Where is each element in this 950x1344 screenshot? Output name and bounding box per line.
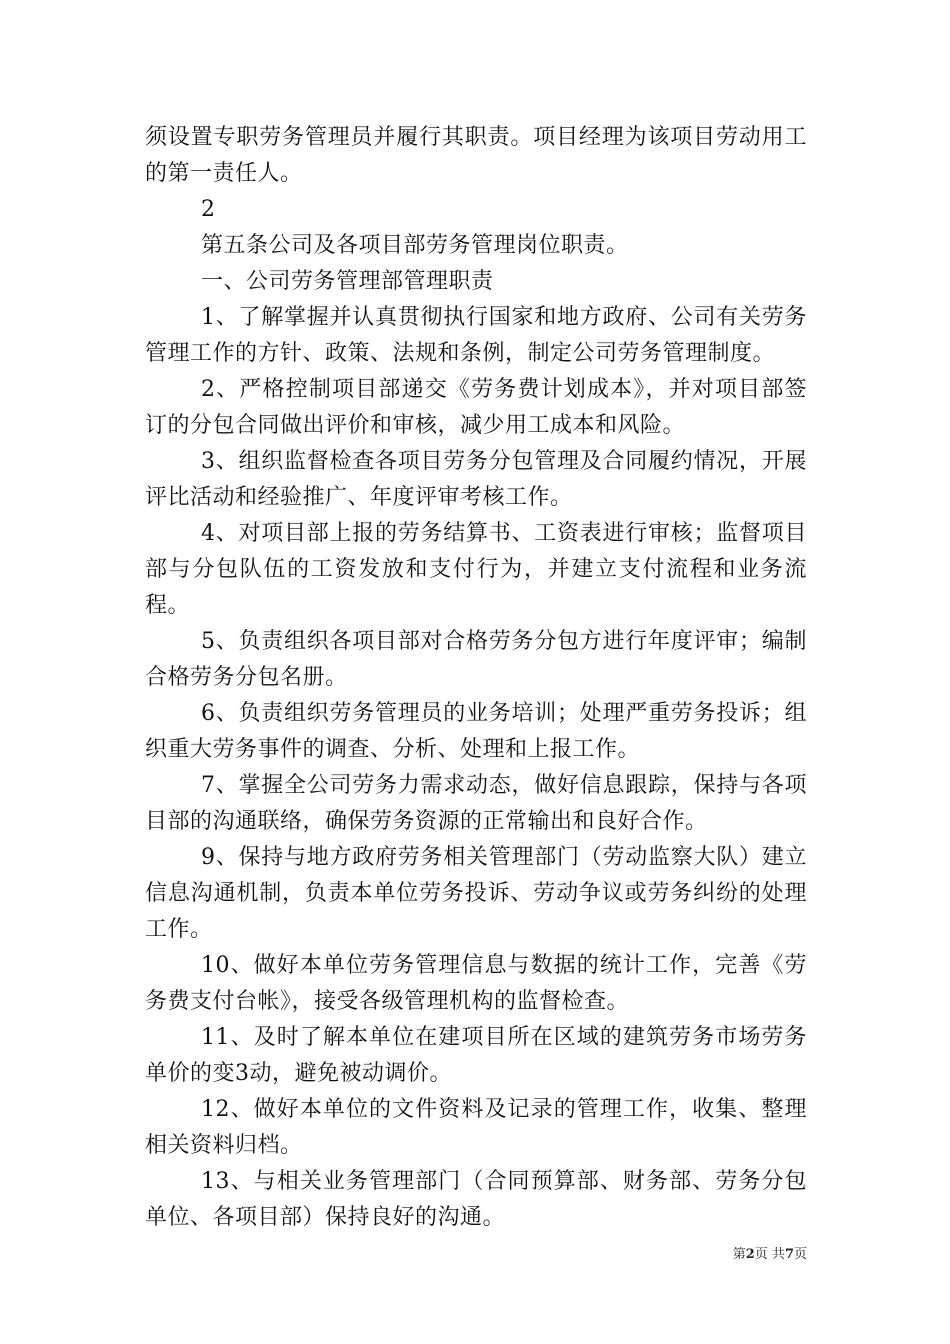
footer-middle: 页 共: [754, 1247, 785, 1262]
duty-item-3: 3、组织监督检查各项目劳务分包管理及合同履约情况，开展评比活动和经验推广、年度评审考核工作。: [145, 449, 807, 510]
duty-item-4: 4、对项目部上报的劳务结算书、工资表进行审核；监督项目部与分包队伍的工资发放和支付行为，并建立支付流程和业务流程。: [145, 521, 807, 618]
paragraph-number-marker: 2: [201, 197, 216, 222]
duty-item-5: 5、负责组织各项目部对合格劳务分包方进行年度评审；编制合格劳务分包名册。: [145, 629, 807, 690]
duty-item-12: 12、做好本单位的文件资料及记录的管理工作，收集、整理相关资料归档。: [145, 1097, 807, 1158]
footer-suffix: 页: [793, 1247, 807, 1262]
duty-item-11: 11、及时了解本单位在建项目所在区域的建筑劳务市场劳务单价的变3动，避免被动调价。: [145, 1025, 807, 1086]
duty-item-9: 9、保持与地方政府劳务相关管理部门（劳动监察大队）建立信息沟通机制，负责本单位劳务投诉、劳动争议或劳务纠纷的处理工作。: [145, 845, 807, 942]
page-footer: [733, 1243, 807, 1262]
document-body: [145, 120, 807, 1236]
duty-item-10: 10、做好本单位劳务管理信息与数据的统计工作，完善《劳务费支付台帐》，接受各级管理机构的监督检查。: [145, 953, 807, 1014]
duty-item-7: 7、掌握全公司劳务力需求动态，做好信息跟踪，保持与各项目部的沟通联络，确保劳务资源的正常输出和良好合作。: [145, 773, 807, 834]
footer-prefix: 第: [732, 1247, 746, 1262]
footer-current-page: 2: [745, 1247, 755, 1262]
duty-item-1: 1、了解掌握并认真贯彻执行国家和地方政府、公司有关劳务管理工作的方针、政策、法规和条例，制定公司劳务管理制度。: [145, 305, 807, 366]
article-heading: 第五条公司及各项目部劳务管理岗位职责。: [201, 233, 629, 258]
duty-item-13: 13、与相关业务管理部门（合同预算部、财务部、劳务分包单位、各项目部）保持良好的沟通。: [145, 1169, 807, 1230]
section-heading: 一、公司劳务管理部管理职责: [201, 269, 494, 294]
paragraph-continuation: 须设置专职劳务管理员并履行其职责。项目经理为该项目劳动用工的第一责任人。: [145, 125, 807, 186]
footer-total-pages: 7: [784, 1247, 794, 1262]
duty-item-6: 6、负责组织劳务管理员的业务培训；处理严重劳务投诉；组织重大劳务事件的调查、分析、处理和上报工作。: [145, 701, 807, 762]
duty-item-2: 2、严格控制项目部递交《劳务费计划成本》，并对项目部签订的分包合同做出评价和审核，减少用工成本和风险。: [145, 377, 807, 438]
